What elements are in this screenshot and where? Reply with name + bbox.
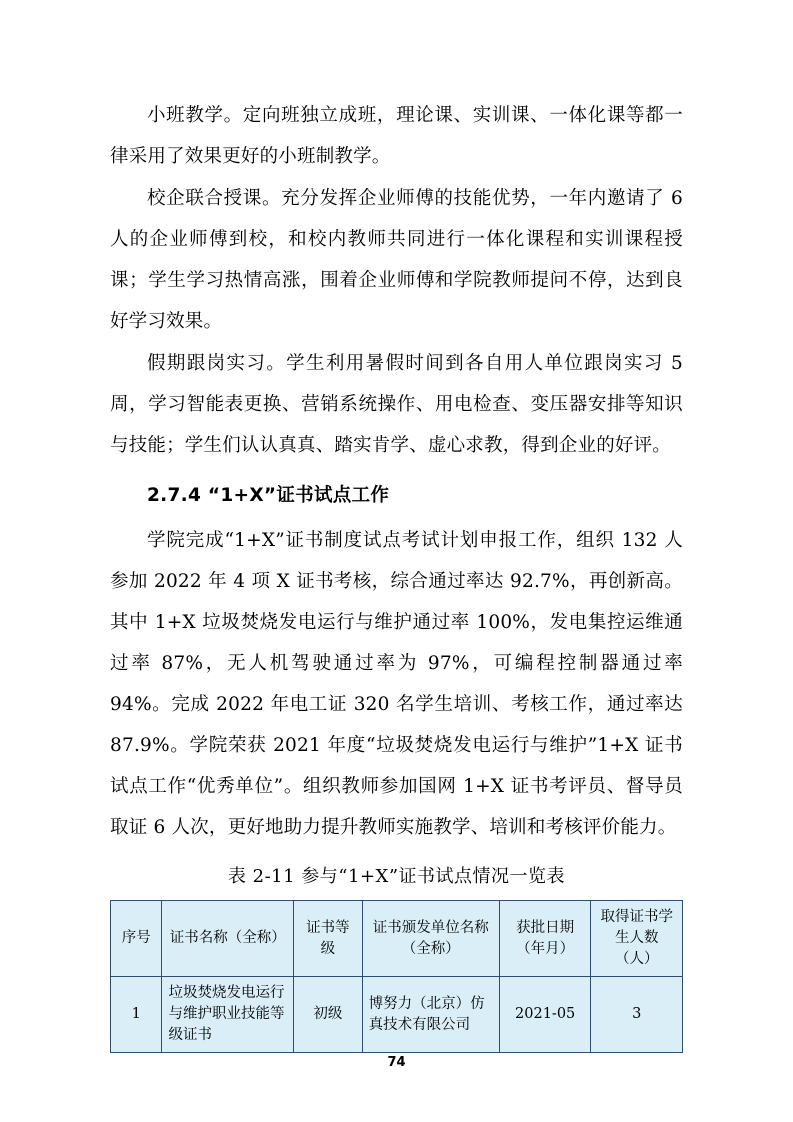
section-heading: 2.7.4 “1+X”证书试点工作 xyxy=(147,485,390,506)
cell-approval-date: 2021-05 xyxy=(499,977,591,1053)
paragraph-2: 校企联合授课。充分发挥企业师傅的技能优势，一年内邀请了 6 人的企业师傅到校，和校内教师共同进行一体化课程和实训课程授课；学生学习热情高涨，围着企业师傅和学院教师提问不停，达到良好学习效果。 xyxy=(110,188,683,332)
column-header-certificate-name: 证书名称（全称） xyxy=(162,901,294,977)
cell-certificate-name: 垃圾焚烧发电运行与维护职业技能等级证书 xyxy=(162,977,294,1053)
table-header-row xyxy=(111,901,683,977)
column-header-index: 序号 xyxy=(111,901,162,977)
table-caption: 表 2-11 参与“1+X”证书试点情况一览表 xyxy=(227,866,566,887)
paragraph-3: 假期跟岗实习。学生利用暑假时间到各自用人单位跟岗实习 5 周，学习智能表更换、营销系统操作、用电检查、变压器安排等知识与技能；学生们认认真真、踏实肯学、虚心求教，得到企业的好评。 xyxy=(110,353,683,456)
column-header-certificate-level: 证书等级 xyxy=(294,901,363,977)
cell-issuing-organization: 博努力（北京）仿真技术有限公司 xyxy=(362,977,499,1053)
paragraph-4: 学院完成“1+X”证书制度试点考试计划申报工作，组织 132 人参加 2022 年 4 项 X 证书考核，综合通过率达 92.7%，再创新高。其中 1+X 垃圾焚烧发电运行与维护通过率 100%，发电集控运维通过率 87%，无人机驾驶通过率为 97%，可编程控制器通过率 94%。完成 2022 年电工证 320 名学生培训、考核工作，通过率达 87.9%。学院荣获 2021 年度“垃圾焚烧发电运行与维护”1+X 证书试点工作“优秀单位”。组织教师参加国网 1+X 证书考评员、督导员取证 6 人次，更好地助力提升教师实施教学、培训和考核评价能力。 xyxy=(110,530,683,838)
column-header-student-count: 取得证书学生人数（人） xyxy=(591,901,683,977)
column-header-approval-date: 获批日期（年月） xyxy=(499,901,591,977)
cell-certificate-level: 初级 xyxy=(294,977,363,1053)
certificate-pilot-table xyxy=(110,900,683,1053)
page-number: 74 xyxy=(387,1055,406,1070)
cell-index: 1 xyxy=(111,977,162,1053)
column-header-issuing-organization: 证书颁发单位名称（全称） xyxy=(362,901,499,977)
table-header xyxy=(111,901,683,977)
table-row xyxy=(111,977,683,1053)
cell-student-count: 3 xyxy=(591,977,683,1053)
paragraph-1: 小班教学。定向班独立成班，理论课、实训课、一体化课等都一律采用了效果更好的小班制教学。 xyxy=(110,105,683,167)
table-body xyxy=(111,977,683,1053)
